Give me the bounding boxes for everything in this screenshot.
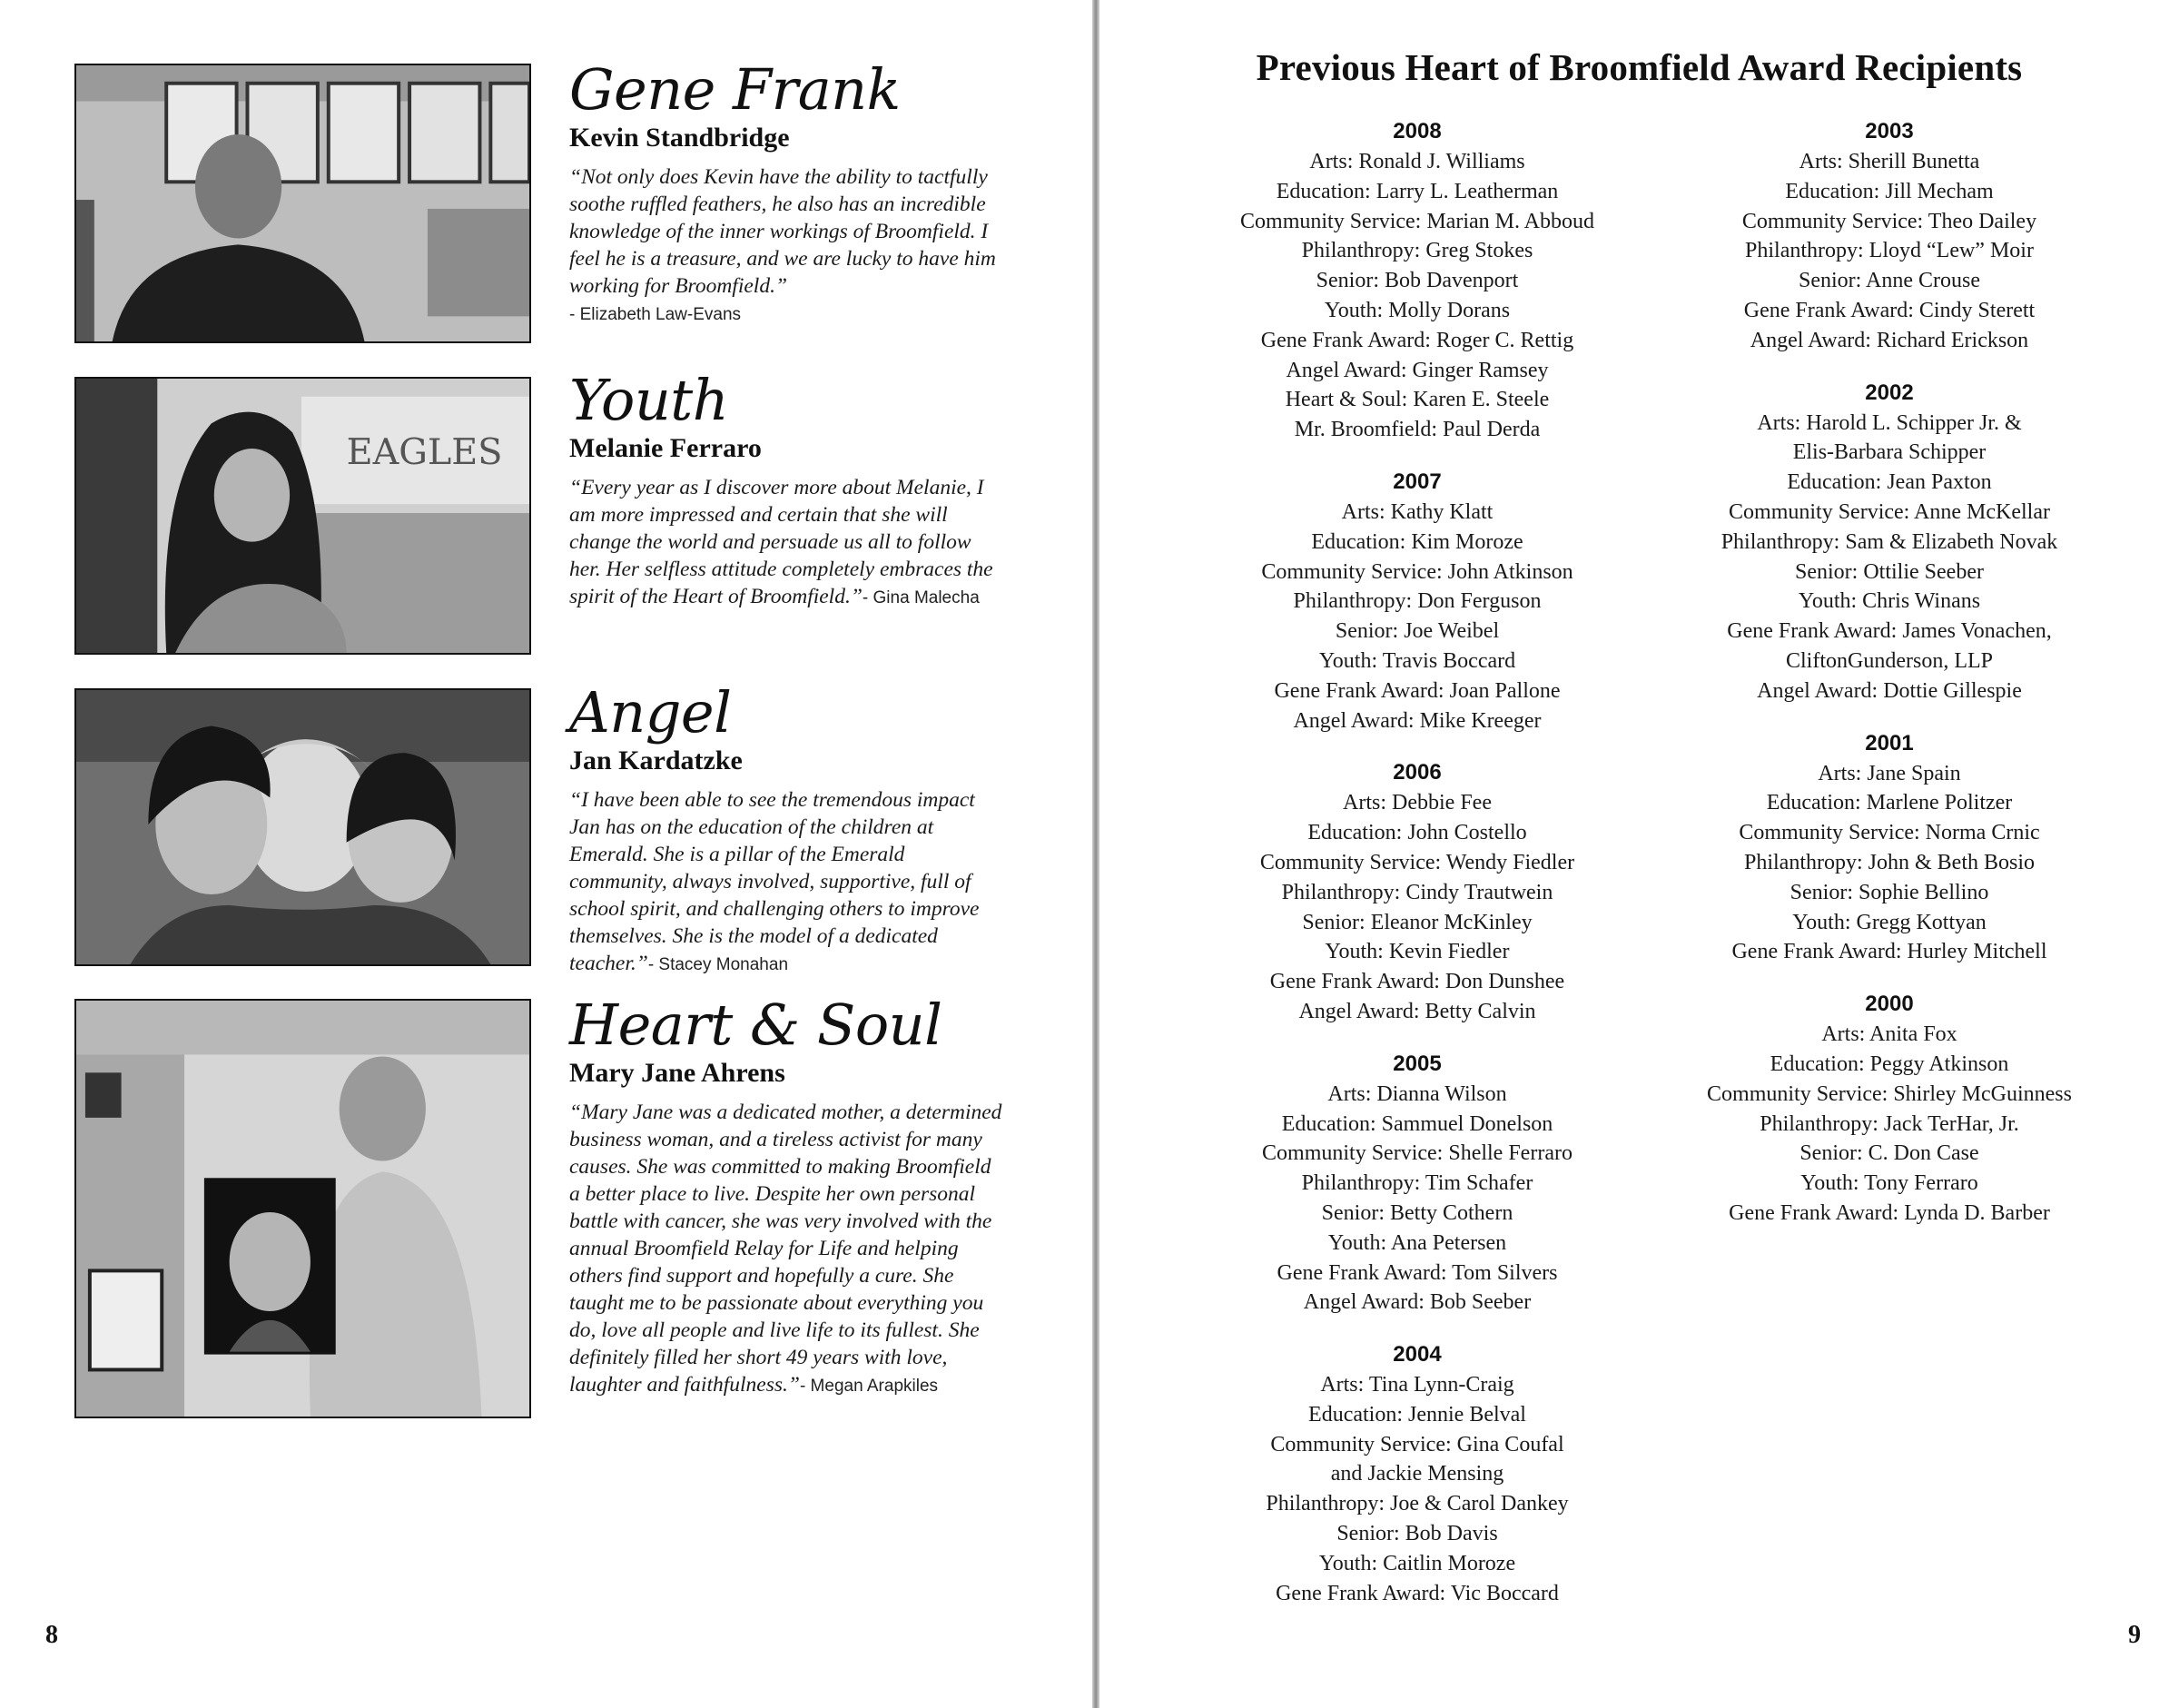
year-block [1163, 757, 1671, 1026]
recipient-line: Mr. Broomfield: Paul Derda [1294, 418, 1541, 442]
quote-text: “I have been able to see the tremendous impact Jan has on the education of the children at Emerald. She is a pillar of the Emerald community, always involved, supportive, full of school spirit, and challenging others to improve themselves. She is the model of a dedicated teacher.” [569, 788, 980, 975]
recipient-line: Education: Sammuel Donelson [1281, 1111, 1553, 1136]
quote-attribution: - Elizabeth Law-Evans [569, 305, 742, 324]
recipient-line: Gene Frank Award: Lynda D. Barber [1729, 1200, 2050, 1225]
recipient-line: Angel Award: Ginger Ramsey [1286, 358, 1549, 382]
award-quote [569, 786, 1005, 979]
recipient-line: Gene Frank Award: Joan Pallone [1274, 678, 1561, 703]
recipient-line: Philanthropy: Sam & Elizabeth Novak [1721, 529, 2058, 554]
recipient-line: Arts: Debbie Fee [1343, 791, 1492, 815]
award-quote [569, 163, 1005, 329]
recipient-line: Community Service: Norma Crnic [1739, 821, 2040, 845]
recipient-name: Melanie Ferraro [569, 433, 762, 463]
recipient-line: Arts: Ronald J. Williams [1309, 150, 1525, 173]
recipient-line: Senior: Sophie Bellino [1790, 880, 1989, 904]
recipient-line: Senior: Eleanor McKinley [1302, 910, 1533, 934]
recipient-name: Mary Jane Ahrens [569, 1058, 785, 1088]
quote-text: “Mary Jane was a dedicated mother, a determined business woman, and a tireless activist for many causes. She was committed to making Broomfield a better place to live. Despite her own personal battle with cancer, she was very involved with the annual Broomfield Relay for Life and helping others find support and hopefully a cure. She taught me to be passionate about everything you do, love all people and live life to its fullest. She definitely filled her short 49 years with love, laughter and faithfulness.” [569, 1101, 1002, 1397]
award-quote [569, 1099, 1005, 1400]
recipient-line: Education: Jean Paxton [1787, 470, 1992, 495]
svg-text:EAGLES: EAGLES [346, 430, 503, 473]
recipient-line: Gene Frank Award: Roger C. Rettig [1260, 328, 1574, 352]
recipient-line: Gene Frank Award: Tom Silvers [1277, 1260, 1558, 1285]
year-heading: 2002 [1865, 380, 1914, 405]
quote-text: “Not only does Kevin have the ability to tactfully soothe ruffled feathers, he also has an incredible knowledge of the inner workings of Broomfield. I feel he is a treasure, and we are lucky to have him working for Broomfield.” [569, 165, 996, 298]
recipient-line: Education: Jennie Belval [1308, 1402, 1526, 1427]
recipient-line: Youth: Caitlin Moroze [1318, 1551, 1516, 1575]
recipient-line: Community Service: Wendy Fiedler [1259, 850, 1575, 874]
recipient-line: Gene Frank Award: James Vonachen, [1727, 619, 2052, 644]
recipients-column-right [1635, 116, 2144, 1250]
year-heading: 2005 [1393, 1051, 1442, 1076]
recipient-line: Youth: Molly Dorans [1324, 298, 1511, 322]
recipient-line: Senior: Anne Crouse [1799, 269, 1980, 293]
photo-kevin-standbridge [74, 64, 531, 343]
photo-mary-jane-ahrens [74, 999, 531, 1418]
recipient-line: Arts: Sherill Bunetta [1799, 150, 1980, 173]
recipient-name: Jan Kardatzke [569, 745, 743, 775]
year-block [1635, 378, 2144, 706]
recipient-line: Philanthropy: John & Beth Bosio [1743, 850, 2035, 874]
recipient-line: Community Service: Marian M. Abboud [1240, 209, 1594, 233]
page-title: Previous Heart of Broomfield Award Recipients [1256, 46, 2023, 88]
recipient-line: Education: Peggy Atkinson [1770, 1051, 2009, 1076]
recipient-line: Education: Larry L. Leatherman [1276, 179, 1559, 203]
quote-attribution: - Stacey Monahan [647, 955, 789, 974]
year-block [1163, 1049, 1671, 1318]
year-heading: 2006 [1393, 760, 1442, 785]
year-heading: 2004 [1393, 1342, 1442, 1367]
recipient-line: Education: Marlene Politzer [1766, 791, 2013, 815]
recipient-line: Community Service: Theo Dailey [1741, 209, 2037, 233]
recipient-line: Arts: Kathy Klatt [1341, 499, 1494, 524]
recipient-line: Heart & Soul: Karen E. Steele [1285, 388, 1550, 412]
book-gutter [1092, 0, 1099, 1708]
page-number-right: 9 [2128, 1621, 2141, 1649]
recipient-line: Community Service: Shirley McGuinness [1707, 1081, 2072, 1106]
recipient-line: Gene Frank Award: Hurley Mitchell [1731, 940, 2047, 964]
photo-melanie-ferraro [74, 377, 531, 655]
recipient-line: Senior: Bob Davis [1336, 1522, 1498, 1546]
award-title: Youth [569, 367, 729, 433]
recipient-line: Senior: Joe Weibel [1335, 619, 1500, 644]
recipient-line: Philanthropy: Joe & Carol Dankey [1266, 1492, 1569, 1516]
recipient-line: Gene Frank Award: Cindy Sterett [1743, 298, 2036, 322]
recipient-line: Education: Kim Moroze [1311, 529, 1523, 554]
recipient-line: Angel Award: Mike Kreeger [1293, 708, 1542, 733]
year-heading: 2001 [1865, 730, 1914, 755]
recipient-line: CliftonGunderson, LLP [1786, 648, 1993, 673]
recipient-line: Community Service: Shelle Ferraro [1262, 1141, 1573, 1166]
recipient-line: Senior: Bob Davenport [1316, 269, 1519, 293]
award-quote [569, 474, 1005, 612]
recipient-line: Youth: Travis Boccard [1318, 648, 1516, 673]
recipient-line: Education: John Costello [1307, 821, 1527, 845]
year-block [1163, 467, 1671, 736]
recipient-line: Gene Frank Award: Vic Boccard [1276, 1581, 1559, 1605]
quote-text: “Every year as I discover more about Melanie, I am more impressed and certain that she will change the world and persuade us all to follow her. Her selfless attitude completely embraces the spirit of the Heart of Broomfield.” [569, 476, 993, 608]
recipient-line: Philanthropy: Greg Stokes [1301, 239, 1533, 263]
quote-attribution: - Gina Malecha [862, 588, 980, 607]
recipients-column-left [1163, 116, 1671, 1630]
right-page [1099, 0, 2179, 1708]
recipient-line: Angel Award: Dottie Gillespie [1757, 678, 2022, 703]
recipient-line: Senior: C. Don Case [1799, 1141, 1979, 1166]
recipient-line: Philanthropy: Lloyd “Lew” Moir [1745, 239, 2034, 263]
recipient-line: Youth: Chris Winans [1798, 589, 1981, 614]
award-heart-and-soul [569, 992, 1005, 1400]
recipient-line: Angel Award: Betty Calvin [1298, 999, 1536, 1023]
recipient-line: Youth: Ana Petersen [1327, 1230, 1507, 1255]
recipient-line: Angel Award: Richard Erickson [1750, 328, 2029, 352]
award-youth [569, 367, 1005, 612]
year-block [1163, 1339, 1671, 1608]
recipient-line: Senior: Ottilie Seeber [1795, 559, 1984, 584]
recipient-line: Youth: Tony Ferraro [1800, 1171, 1978, 1196]
recipient-line: Community Service: Anne McKellar [1729, 499, 2050, 524]
award-gene-frank [569, 56, 1005, 329]
year-heading: 2000 [1865, 992, 1914, 1017]
award-title: Heart & Soul [569, 992, 942, 1058]
recipient-line: Community Service: Gina Coufal [1270, 1432, 1564, 1456]
year-heading: 2003 [1865, 119, 1914, 143]
recipient-line: Arts: Tina Lynn-Craig [1320, 1373, 1514, 1397]
recipient-line: Philanthropy: Jack TerHar, Jr. [1760, 1111, 2019, 1136]
award-angel [569, 679, 1005, 979]
recipient-line: Angel Award: Bob Seeber [1303, 1290, 1532, 1315]
quote-attribution: - Megan Arapkiles [799, 1377, 939, 1396]
recipient-line: Arts: Dianna Wilson [1327, 1081, 1507, 1106]
recipient-line: Elis-Barbara Schipper [1792, 440, 1987, 465]
photo-jan-kardatzke [74, 688, 531, 966]
recipient-line: Gene Frank Award: Don Dunshee [1269, 970, 1565, 994]
year-heading: 2007 [1393, 469, 1442, 494]
recipient-line: Arts: Jane Spain [1818, 761, 1961, 785]
recipient-line: Senior: Betty Cothern [1321, 1200, 1513, 1225]
year-block [1635, 728, 2144, 968]
year-block [1163, 116, 1671, 445]
recipient-name: Kevin Standbridge [569, 123, 790, 153]
page-number-left: 8 [45, 1621, 58, 1649]
year-block [1635, 116, 2144, 356]
recipient-line: Philanthropy: Don Ferguson [1293, 589, 1542, 614]
recipient-line: Youth: Gregg Kottyan [1792, 910, 1987, 934]
recipient-line: Arts: Anita Fox [1821, 1022, 1957, 1047]
recipient-line: Education: Jill Mecham [1785, 179, 1994, 203]
recipient-line: Arts: Harold L. Schipper Jr. & [1757, 410, 2022, 435]
recipient-line: and Jackie Mensing [1330, 1462, 1504, 1486]
award-title: Gene Frank [569, 56, 901, 123]
recipient-line: Philanthropy: Tim Schafer [1301, 1171, 1533, 1196]
recipient-line: Youth: Kevin Fiedler [1325, 940, 1510, 964]
recipient-line: Philanthropy: Cindy Trautwein [1281, 880, 1553, 904]
award-title: Angel [569, 679, 732, 745]
year-block [1635, 989, 2144, 1229]
recipient-line: Community Service: John Atkinson [1261, 559, 1573, 584]
year-heading: 2008 [1393, 119, 1442, 143]
